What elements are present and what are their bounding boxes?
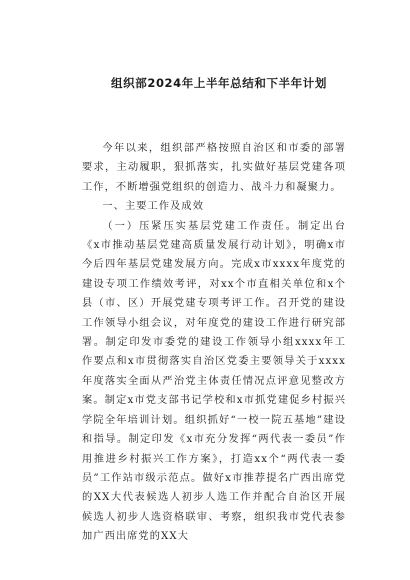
document-title: 组织部2024年上半年总结和下半年计划 <box>111 76 327 90</box>
document-body <box>82 139 346 547</box>
section-heading-main-work: 一、主要工作及成效 <box>102 201 204 213</box>
section-item-party-building-responsibility: （一）压紧压实基层党建工作责任。制定出台《x市推动基层党建高质量发展行动计划》，明确x市今后四年基层党建发展方向。完成x市xxxx年度党的建设专项工作绩效考评，对xx个市直相关单位和x个县（市、区）开展党建专项考评工作。召开党的建设工作领导小组会议，对年度党的建设工作进行研究部署。制定印发市委党的建设工作领导小组xxxx年工作要点和x市贯彻落实自治区党委主要领导关于xxxx年度落实全面从严治党主体责任情况点评意见整改方案。制定x市党支部书记学校和x市抓党建促乡村振兴学院全年培训计划。组织抓好“一校一院五基地”建设和指导。制定印发《x市充分发挥“两代表一委员”作用推进乡村振兴工作方案》，打造xx个“两代表一委员”工作站市级示范点。做好x市推荐提名广西出席党的XX大代表候选人初步人选工作并配合自治区开展候选人初步人选资格联审、考察，组织我市党代表参加广西出席党的XX大 <box>82 220 346 543</box>
intro-paragraph: 今年以来，组织部严格按照自治区和市委的部署要求，主动履职，狠抓落实，扎实做好基层党建各项工作，不断增强党组织的创造力、战斗力和凝聚力。 <box>82 143 346 193</box>
